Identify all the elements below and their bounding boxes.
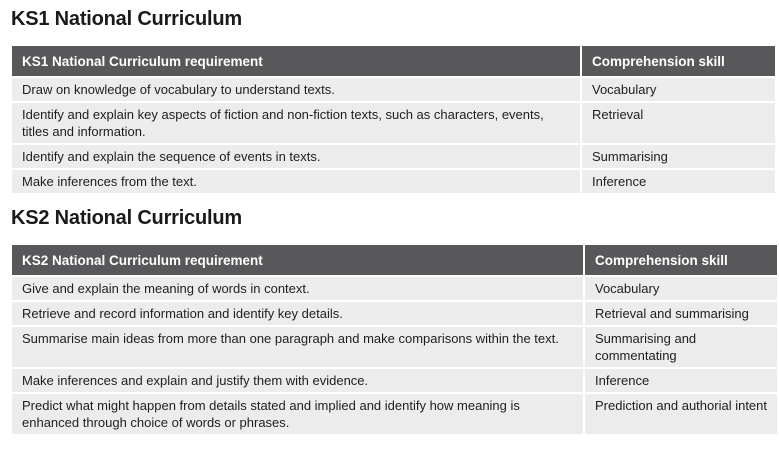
ks1-section-title: KS1 National Curriculum [11, 8, 242, 30]
requirement-cell: Give and explain the meaning of words in context. [12, 275, 585, 300]
table-header-row [12, 46, 775, 76]
table-row [12, 275, 777, 300]
table-row [12, 101, 775, 143]
requirement-column-header: KS2 National Curriculum requirement [12, 245, 585, 275]
skill-column-header: Comprehension skill [585, 245, 777, 275]
table-row [12, 367, 777, 392]
table-row [12, 392, 777, 434]
skill-cell: Vocabulary [582, 76, 775, 101]
table-row [12, 325, 777, 367]
requirement-column-header: KS1 National Curriculum requirement [12, 46, 582, 76]
ks1-curriculum-table [12, 46, 775, 193]
table-row [12, 300, 777, 325]
requirement-cell: Identify and explain the sequence of events in texts. [12, 143, 582, 168]
requirement-cell: Summarise main ideas from more than one paragraph and make comparisons within the text. [12, 325, 585, 367]
skill-cell: Vocabulary [585, 275, 777, 300]
requirement-cell: Retrieve and record information and identify key details. [12, 300, 585, 325]
table-row [12, 143, 775, 168]
requirement-cell: Make inferences from the text. [12, 168, 582, 193]
table-row [12, 168, 775, 193]
skill-cell: Summarising and commentating [585, 325, 777, 367]
requirement-cell: Draw on knowledge of vocabulary to understand texts. [12, 76, 582, 101]
skill-cell: Retrieval and summarising [585, 300, 777, 325]
requirement-cell: Identify and explain key aspects of fiction and non-fiction texts, such as characters, events, titles and information. [12, 101, 582, 143]
requirement-cell: Make inferences and explain and justify them with evidence. [12, 367, 585, 392]
skill-cell: Inference [582, 168, 775, 193]
skill-column-header: Comprehension skill [582, 46, 775, 76]
skill-cell: Retrieval [582, 101, 775, 143]
skill-cell: Prediction and authorial intent [585, 392, 777, 434]
ks2-section-title: KS2 National Curriculum [11, 207, 242, 229]
table-row [12, 76, 775, 101]
requirement-cell: Predict what might happen from details stated and implied and identify how meaning is enhanced through choice of words or phrases. [12, 392, 585, 434]
ks2-curriculum-table [12, 245, 777, 434]
skill-cell: Inference [585, 367, 777, 392]
skill-cell: Summarising [582, 143, 775, 168]
table-header-row [12, 245, 777, 275]
